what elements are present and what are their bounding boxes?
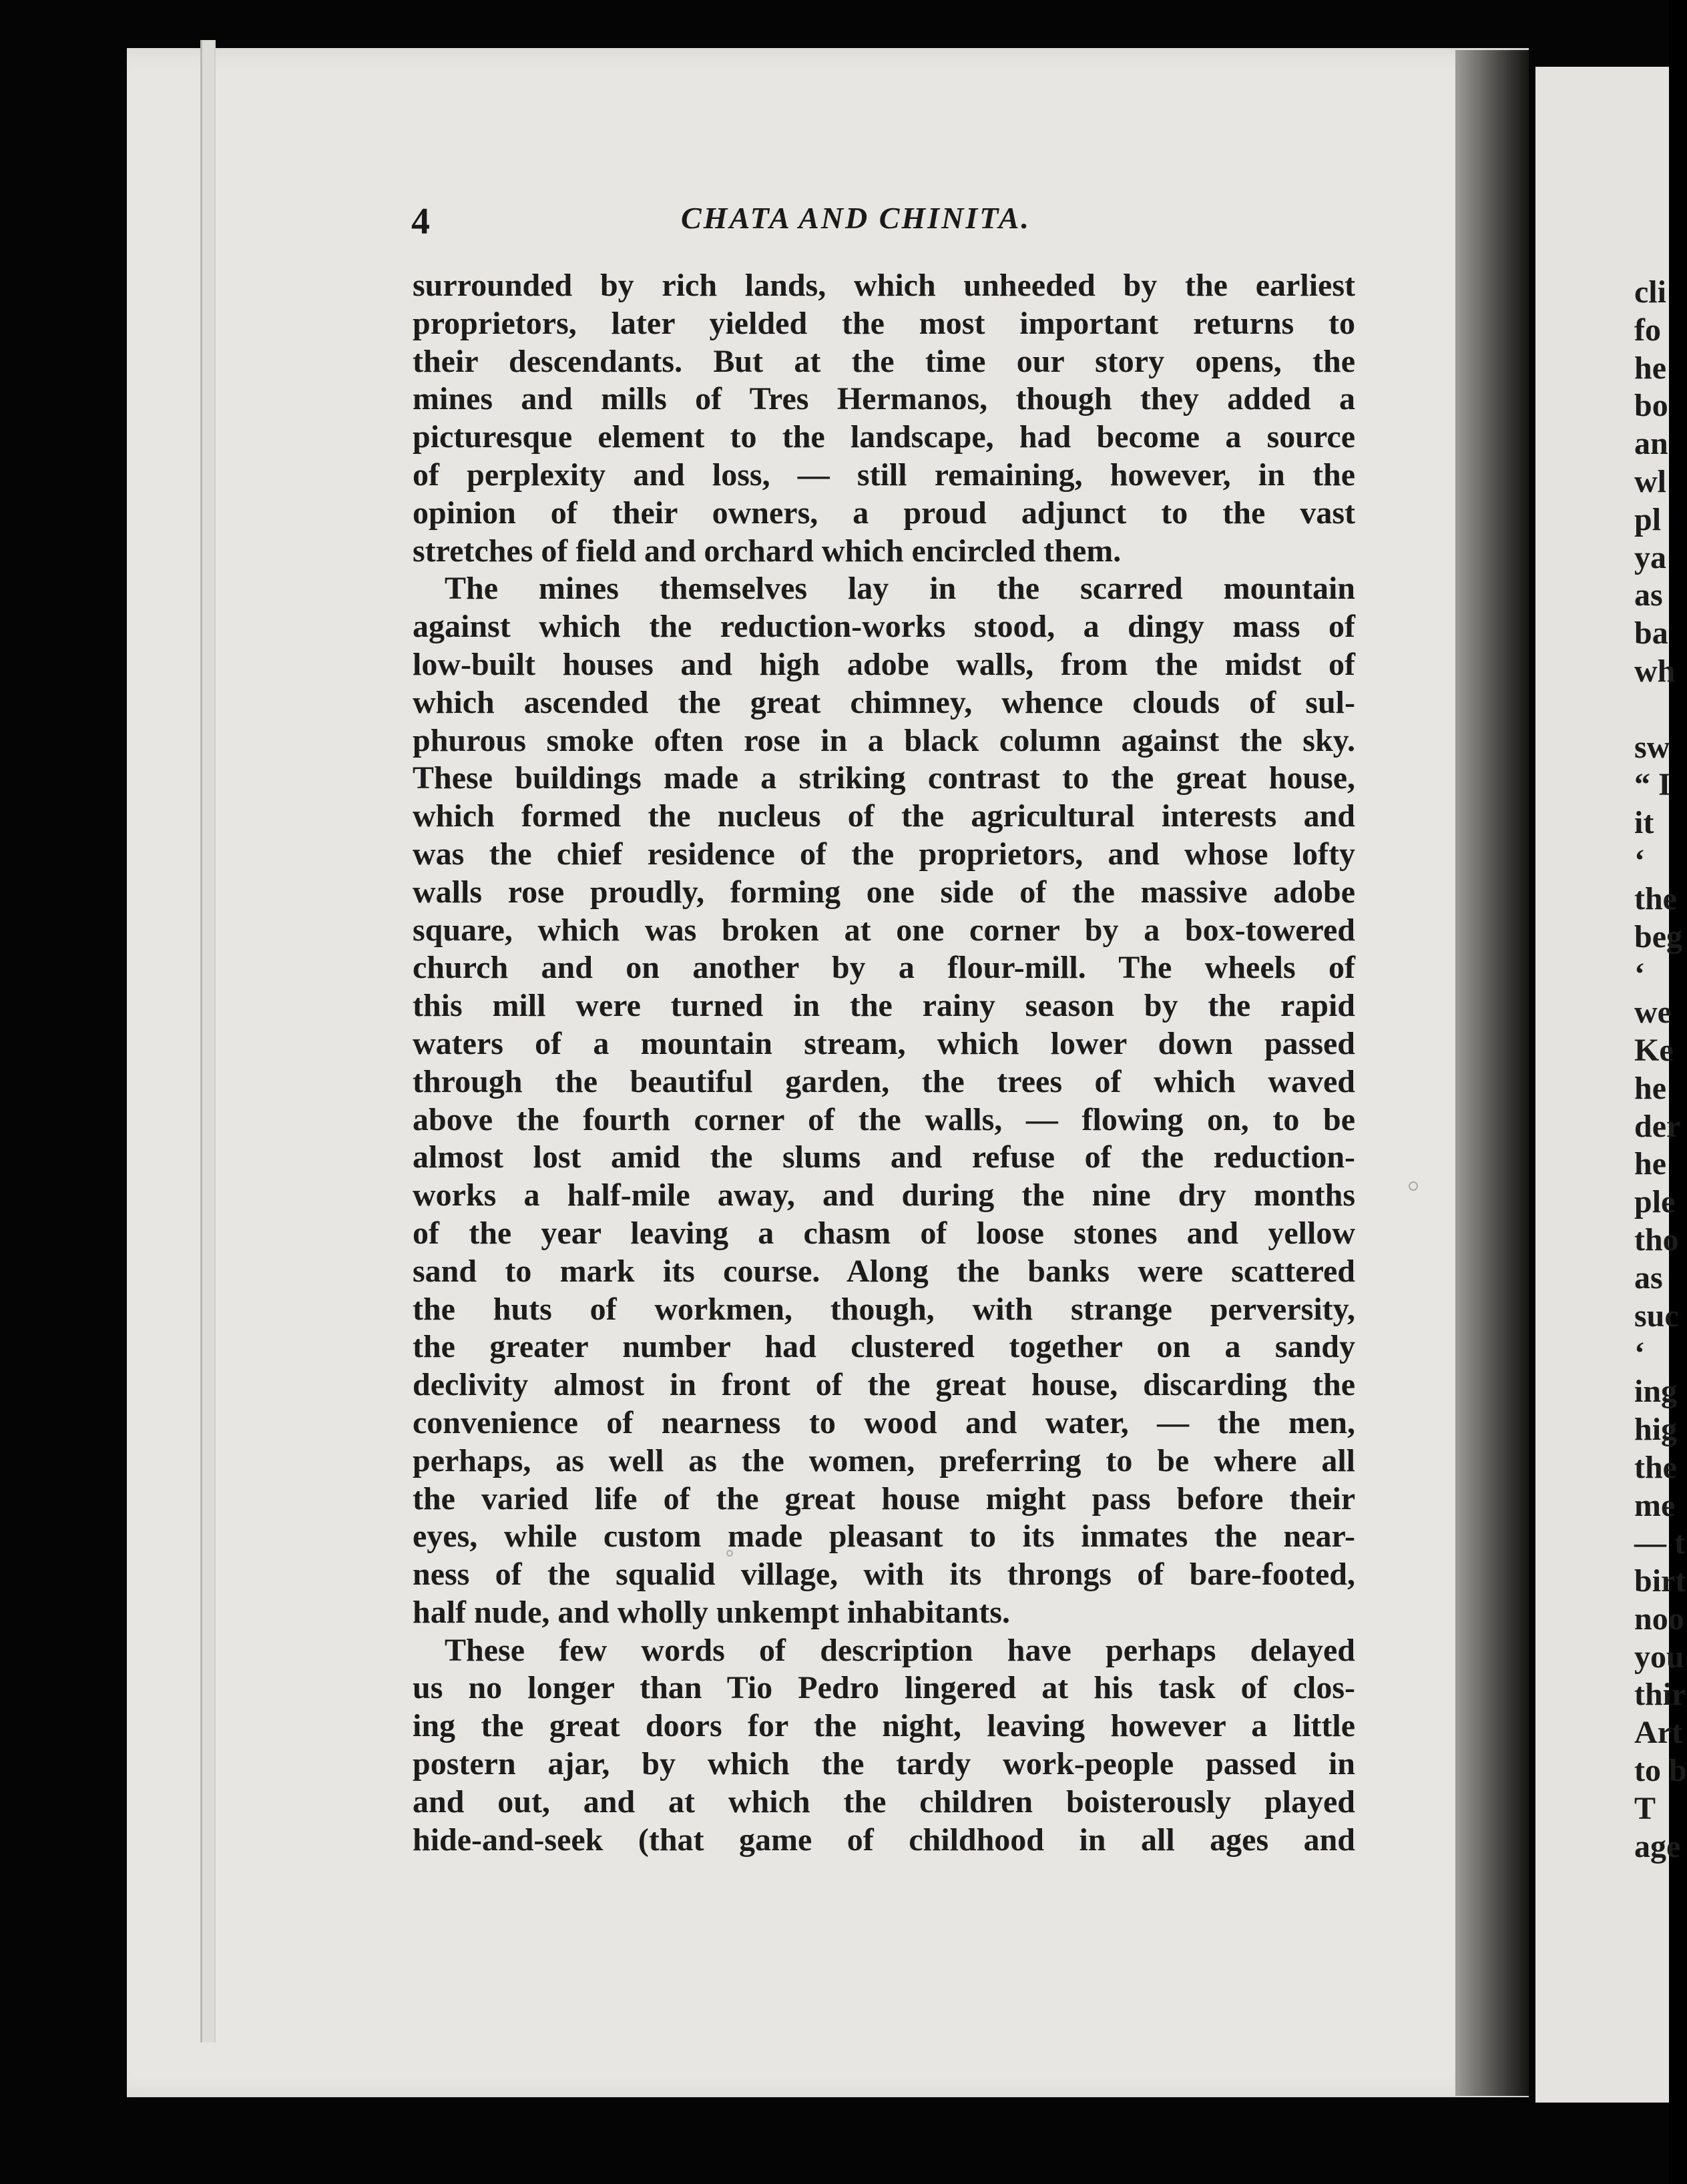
page-edge <box>200 40 216 2042</box>
text-line: above the fourth corner of the walls, — flowing on, to be <box>413 1101 1355 1137</box>
facing-text-fragment: T <box>1634 1790 1656 1826</box>
facing-text-fragment: hig <box>1634 1411 1678 1447</box>
text-line: almost lost amid the slums and refuse of the reduction- <box>413 1139 1355 1175</box>
facing-text-fragment: suc <box>1634 1298 1679 1334</box>
facing-text-fragment: as <box>1634 577 1663 613</box>
facing-text-fragment: ‘ <box>1634 957 1645 993</box>
text-line: which formed the nucleus of the agricultural interests and <box>413 798 1355 834</box>
facing-text-fragment: tho <box>1634 1221 1679 1258</box>
facing-page-text <box>1634 274 1687 1866</box>
facing-text-fragment: you <box>1634 1639 1684 1675</box>
text-line: phurous smoke often rose in a black column against the sky. <box>413 722 1355 758</box>
text-line: surrounded by rich lands, which unheeded by the earliest <box>413 268 1355 303</box>
facing-text-fragment: he <box>1634 1146 1666 1182</box>
text-line: of the year leaving a chasm of loose stones and yellow <box>413 1215 1355 1251</box>
text-line: proprietors, later yielded the most important returns to <box>413 305 1355 341</box>
text-line: opinion of their owners, a proud adjunct to the vast <box>413 495 1355 531</box>
facing-text-fragment: to b <box>1634 1753 1687 1789</box>
text-line: mines and mills of Tres Hermanos, though they added a <box>413 381 1355 417</box>
paper-speck <box>1409 1181 1418 1191</box>
text-line: eyes, while custom made pleasant to its inmates the near- <box>413 1519 1355 1555</box>
text-line: of perplexity and loss, — still remaining, however, in the <box>413 457 1355 493</box>
paper-speck <box>726 1550 733 1557</box>
text-line: walls rose proudly, forming one side of the massive adobe <box>413 874 1355 910</box>
facing-text-fragment: the <box>1634 880 1677 916</box>
text-line: ness of the squalid village, with its throngs of bare-footed, <box>413 1557 1355 1593</box>
facing-text-fragment: wl <box>1634 463 1666 499</box>
facing-text-fragment: ba <box>1634 615 1668 651</box>
text-line: and out, and at which the children boisterously played <box>413 1784 1355 1820</box>
text-line: convenience of nearness to wood and water, — the men, <box>413 1404 1355 1440</box>
text-line: These few words of description have perhaps delayed <box>445 1632 1355 1668</box>
facing-text-fragment: ‘ <box>1634 842 1645 878</box>
text-line: which ascended the great chimney, whence clouds of sul- <box>413 684 1355 720</box>
facing-text-fragment: der <box>1634 1108 1681 1144</box>
facing-text-fragment: ple <box>1634 1184 1676 1220</box>
text-line: sand to mark its course. Along the banks were scattered <box>413 1253 1355 1289</box>
facing-text-fragment: cli <box>1634 274 1666 310</box>
text-line: us no longer than Tio Pedro lingered at his task of clos- <box>413 1670 1355 1706</box>
text-line: picturesque element to the landscape, had become a source <box>413 419 1355 455</box>
facing-text-fragment: thir <box>1634 1677 1686 1713</box>
text-line: against which the reduction-works stood, a dingy mass of <box>413 609 1355 645</box>
text-line: works a half-mile away, and during the nine dry months <box>413 1177 1355 1213</box>
text-line: square, which was broken at one corner by a box-towered <box>413 912 1355 948</box>
facing-text-fragment: beg <box>1634 918 1682 954</box>
page-number: 4 <box>411 201 430 242</box>
facing-text-fragment: “ I <box>1634 767 1671 803</box>
facing-text-fragment: bo <box>1634 388 1668 424</box>
facing-text-fragment: me <box>1634 1487 1676 1523</box>
facing-text-fragment: ya <box>1634 539 1666 575</box>
body-text <box>413 267 1355 1859</box>
text-line: the greater number had clustered together on a sandy <box>413 1329 1355 1365</box>
text-line: waters of a mountain stream, which lower down passed <box>413 1025 1355 1061</box>
facing-text-fragment: wh <box>1634 653 1676 689</box>
facing-text-fragment <box>1634 691 1687 729</box>
facing-text-fragment: it <box>1634 805 1654 841</box>
facing-text-fragment: we <box>1634 995 1672 1031</box>
text-line: half nude, and wholly unkempt inhabitants. <box>413 1594 1010 1630</box>
facing-text-fragment: pl <box>1634 501 1662 537</box>
text-line: ing the great doors for the night, leaving however a little <box>413 1708 1355 1744</box>
text-line: These buildings made a striking contrast to the great house, <box>413 760 1355 796</box>
facing-text-fragment: age <box>1634 1828 1681 1864</box>
text-line: postern ajar, by which the tardy work-people passed in <box>413 1746 1355 1782</box>
text-line: through the beautiful garden, the trees of which waved <box>413 1063 1355 1099</box>
facing-text-fragment: the <box>1634 1449 1677 1485</box>
text-line: church and on another by a flour-mill. The wheels of <box>413 950 1355 986</box>
facing-text-fragment: birt <box>1634 1563 1686 1599</box>
facing-text-fragment: fo <box>1634 312 1661 348</box>
text-line: The mines themselves lay in the scarred mountain <box>445 571 1355 607</box>
text-line: their descendants. But at the time our story opens, the <box>413 343 1355 379</box>
text-line: the huts of workmen, though, with strange perversity, <box>413 1291 1355 1327</box>
text-line: low-built houses and high adobe walls, from the midst of <box>413 646 1355 682</box>
text-line: this mill were turned in the rainy season by the rapid <box>413 988 1355 1024</box>
facing-text-fragment: an <box>1634 426 1668 462</box>
running-title: CHATA AND CHINITA. <box>681 201 1031 235</box>
facing-text-fragment: as <box>1634 1260 1663 1296</box>
text-line: perhaps, as well as the women, preferring to be where all <box>413 1442 1355 1478</box>
facing-text-fragment: Ke <box>1634 1032 1674 1068</box>
book-gutter <box>1455 50 1529 2096</box>
text-line: the varied life of the great house might pass before their <box>413 1480 1355 1517</box>
facing-text-fragment: noo <box>1634 1601 1684 1637</box>
facing-text-fragment: ing <box>1634 1374 1678 1410</box>
text-line: was the chief residence of the proprietors, and whose lofty <box>413 836 1355 872</box>
text-line: declivity almost in front of the great house, discarding the <box>413 1367 1355 1403</box>
facing-text-fragment: he <box>1634 1070 1666 1106</box>
facing-text-fragment: sw <box>1634 729 1670 765</box>
facing-text-fragment: — t <box>1634 1525 1685 1561</box>
text-line: hide-and-seek (that game of childhood in all ages and <box>413 1822 1355 1858</box>
facing-text-fragment: he <box>1634 350 1666 386</box>
facing-text-fragment: Art <box>1634 1715 1682 1751</box>
facing-text-fragment: ‘ <box>1634 1336 1645 1372</box>
text-line: stretches of field and orchard which encircled them. <box>413 533 1122 569</box>
